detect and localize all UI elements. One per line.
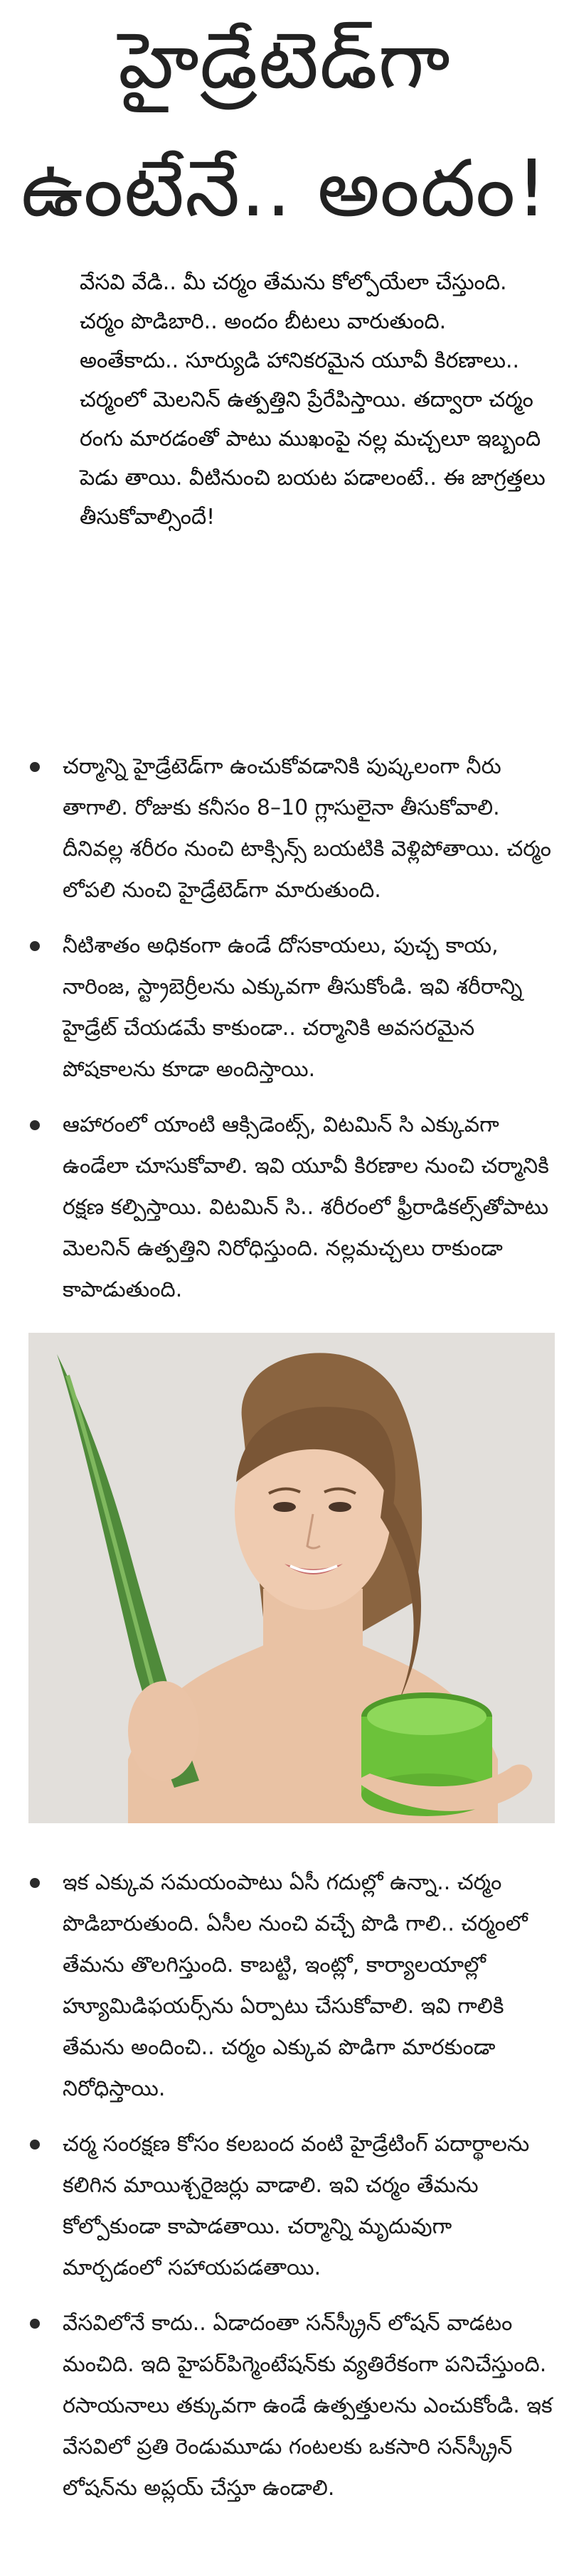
bullet-dot-icon bbox=[30, 2319, 40, 2329]
headline-line-1: హైడ్రేటెడ్‌గా bbox=[118, 15, 451, 106]
list-item bbox=[28, 925, 555, 1090]
headline-line-2: ఉంటేనే.. అందం! bbox=[21, 143, 548, 234]
bullet-text: నీటిశాతం అధికంగా ఉండే దోసకాయలు, పుచ్చ కాయ, నారింజ, స్ట్రాబెర్రీలను ఎక్కువగా తీసుకోండి. ఇవి శరీరాన్ని హైడ్రేట్‌ చేయడమే కాకుండా.. చర్మానికి అవసరమైన పోషకాలను కూడా అందిస్తాయి. bbox=[63, 933, 523, 1082]
intro-text: వేసవి వేడి.. మీ చర్మం తేమను కోల్పోయేలా చేస్తుంది. చర్మం పొడిబారి.. అందం బీటలు వారుతుంది. అంతేకాదు.. సూర్యుడి హానికరమైన యూవీ కిరణాలు.. చర్మంలో మెలనిన్‌ ఉత్పత్తిని ప్రేరేపిస్తాయి. తద్వారా చర్మం రంగు మారడంతో పాటు ముఖంపై నల్ల మచ్చలూ ఇబ్బంది పెడు తాయి. వీటినుంచి బయట పడాలంటే.. ఈ జాగ్రత్తలు తీసుకోవాల్సిందే! bbox=[80, 270, 546, 530]
list-item bbox=[28, 746, 555, 911]
bullet-text: ఇక ఎక్కువ సమయంపాటు ఏసీ గదుల్లో ఉన్నా.. చర్మం పొడిబారుతుంది. ఏసీల నుంచి వచ్చే పొడి గాలి.. చర్మంలో తేమను తొలగిస్తుంది. కాబట్టి, ఇంట్లో, కార్యాలయాల్లో హ్యూమిడిఫయర్స్‌ను ఏర్పాటు చేసుకోవాలి. ఇవి గాలికి తేమను అందించి.. చర్మం ఎక్కువ పొడిగా మారకుండా నిరోధిస్తాయి. bbox=[63, 1870, 528, 2101]
bullet-text: ఆహారంలో యాంటి ఆక్సిడెంట్స్‌, విటమిన్‌ సి ఎక్కువగా ఉండేలా చూసుకోవాలి. ఇవి యూవీ కిరణాల నుంచి చర్మానికి రక్షణ కల్పిస్తాయి. విటమిన్‌ సి.. శరీరంలో ఫ్రీరాడికల్స్‌తోపాటు మెలనిన్‌ ఉత్పత్తిని నిరోధిస్తుంది. నల్లమచ్చలు రాకుండా కాపాడుతుంది. bbox=[63, 1112, 549, 1302]
woman-with-aloe-vera-illustration bbox=[28, 1333, 555, 1823]
bullet-list-bottom bbox=[28, 1862, 555, 2523]
intro-paragraph bbox=[80, 263, 549, 537]
list-item bbox=[28, 2303, 555, 2509]
bullet-text: చర్మ సంరక్షణ కోసం కలబంద వంటి హైడ్రేటింగ్‌ పదార్థాలను కలిగిన మాయిశ్చరైజర్లు వాడాలి. ఇవి చర్మం తేమను కోల్పోకుండా కాపాడతాయి. చర్మాన్ని మృదువుగా మార్చడంలో సహాయపడతాయి. bbox=[63, 2132, 530, 2280]
bullet-dot-icon bbox=[30, 1120, 40, 1130]
bullet-dot-icon bbox=[30, 2140, 40, 2150]
article-photo bbox=[28, 1333, 555, 1823]
bullet-dot-icon bbox=[30, 762, 40, 772]
bullet-dot-icon bbox=[30, 1878, 40, 1888]
list-item bbox=[28, 1862, 555, 2110]
bullet-dot-icon bbox=[30, 941, 40, 951]
list-item bbox=[28, 2124, 555, 2289]
list-item bbox=[28, 1105, 555, 1311]
bullet-list-top bbox=[28, 746, 555, 1325]
bullet-text: చర్మాన్ని హైడ్రేటెడ్‌గా ఉంచుకోవడానికి పుష్కలంగా నీరు తాగాలి. రోజుకు కనీసం 8–10 గ్లాసులైనా తీసుకోవాలి. దీనివల్ల శరీరం నుంచి టాక్సిన్స్‌ బయటికి వెళ్లిపోతాయి. చర్మం లోపలి నుంచి హైడ్రేటెడ్‌గా మారుతుంది. bbox=[63, 754, 551, 903]
bullet-text: వేసవిలోనే కాదు.. ఏడాదంతా సన్‌స్క్రీన్‌ లోషన్‌ వాడటం మంచిది. ఇది హైపర్‌పిగ్మెంటేషన్‌కు వ్యతిరేకంగా పనిచేస్తుంది. రసాయనాలు తక్కువగా ఉండే ఉత్పత్తులను ఎంచుకోండి. ఇక వేసవిలో ప్రతి రెండుమూడు గంటలకు ఒకసారి సన్‌స్క్రీన్‌ లోషన్‌ను అప్లయ్‌ చేస్తూ ఉండాలి. bbox=[63, 2311, 553, 2501]
